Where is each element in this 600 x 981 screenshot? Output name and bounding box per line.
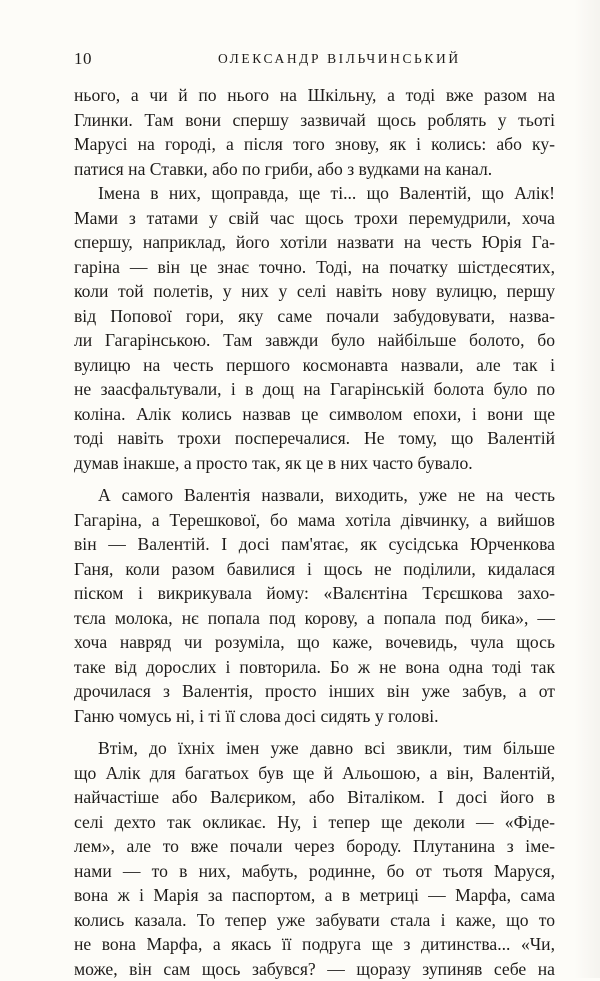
running-head: ОЛЕКСАНДР ВІЛЬЧИНСЬКИЙ — [218, 51, 461, 67]
text-line: найчастіше або Валєриком, або Віталіком. І досі його в — [74, 785, 555, 810]
text-line: що Алік для багатьох був ще й Альошою, а він, Валентій, — [74, 761, 555, 786]
text-line: селі дехто так окликає. Ну, і тепер ще деколи — «Фіде- — [74, 810, 555, 835]
text-line: тоді навіть трохи посперечалися. Не тому, що Валентій — [74, 426, 555, 451]
text-line: коліна. Алік колись назвав це символом епохи, і вони ще — [74, 402, 555, 427]
text-line: дрочилася з Валентія, просто інших він уже забув, а от — [74, 679, 555, 704]
text-line: коли той полетів, у них у селі навіть нову вулицю, першу — [74, 279, 555, 304]
text-line: не заасфальтували, і в дощ на Гагарінській болота було по — [74, 377, 555, 402]
text-line: ли Гагарінською. Там завжди було найбільше болото, бо — [74, 328, 555, 353]
text-line: патися на Ставки, або по гриби, або з вудками на канал. — [74, 157, 555, 182]
text-line: від Попової гори, яку саме почали забудовувати, назва- — [74, 304, 555, 329]
text-line: Імена в них, щоправда, ще ті... що Валентій, що Алік! — [74, 181, 555, 206]
page-number: 10 — [74, 49, 92, 69]
text-line: колись казала. То тепер уже забувати стала і каже, що то — [74, 908, 555, 933]
text-line: лем», але то вже почали через бороду. Плутанина з іме- — [74, 834, 555, 859]
text-line: гаріна — він це знає точно. Тоді, на початку шістдесятих, — [74, 255, 555, 280]
text-line: нього, а чи й по нього на Шкільну, а тоді вже разом на — [74, 83, 555, 108]
text-line: думав інакше, а просто так, як це в них часто бувало. — [74, 451, 555, 476]
text-line: тєла молока, нє попала под корову, а попала под бика», — — [74, 606, 555, 631]
text-line: хоча навряд чи розуміла, що каже, вочевидь, чула щось — [74, 630, 555, 655]
text-line: Марусі на городі, а після того знову, як і колись: або ку- — [74, 132, 555, 157]
text-line: Втім, до їхніх імен уже давно всі звикли, тим більше — [74, 736, 555, 761]
paragraph-gap — [74, 475, 555, 483]
text-line: Глинки. Там вони спершу зазвичай щось роблять у тьоті — [74, 108, 555, 133]
text-line: Ганю чомусь ні, і ті її слова досі сидять у голові. — [74, 704, 555, 729]
text-line: таке від дорослих і повторила. Бо ж не вона одна тоді так — [74, 655, 555, 680]
paragraph-gap — [74, 728, 555, 736]
body-text — [74, 83, 555, 981]
text-line: він — Валентій. І досі пам'ятає, як сусідська Юрченкова — [74, 532, 555, 557]
text-line: вона ж і Марія за паспортом, а в метриці — Марфа, сама — [74, 883, 555, 908]
text-line: не вона Марфа, а якась її подруга ще з дитинства... «Чи, — [74, 932, 555, 957]
text-line: нами — то в них, мабуть, родинне, бо от тьотя Маруся, — [74, 859, 555, 884]
page-edge-shadow — [574, 0, 600, 978]
text-line: вулицю на честь першого космонавта назвали, але так і — [74, 353, 555, 378]
text-line: А самого Валентія назвали, виходить, уже не на честь — [74, 483, 555, 508]
text-line: піском і викрикувала йому: «Валєнтіна Тєрєшкова захо- — [74, 581, 555, 606]
text-line: спершу, наприклад, його хотіли назвати на честь Юрія Га- — [74, 230, 555, 255]
text-line: Ганя, коли разом бавилися і щось не поділили, кидалася — [74, 557, 555, 582]
text-line: може, він сам щось забувся? — щоразу зупиняв себе на — [74, 957, 555, 981]
text-line: Гагаріна, а Терешкової, бо мама хотіла дівчинку, а вийшов — [74, 508, 555, 533]
text-line: Мами з татами у свій час щось трохи перемудрили, хоча — [74, 206, 555, 231]
